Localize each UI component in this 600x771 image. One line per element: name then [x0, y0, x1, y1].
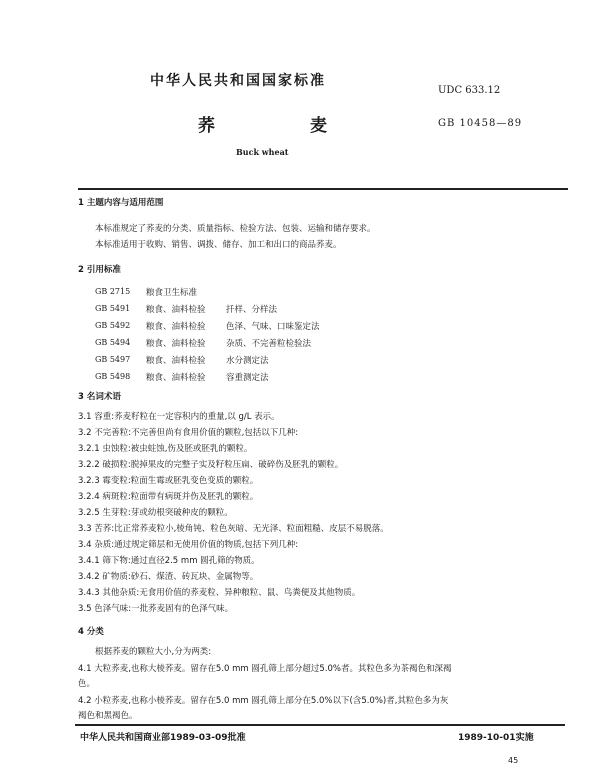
class-item-2-cont: 褐色和黑褐色。	[78, 711, 138, 721]
term-item: 3.4.3 其他杂质:无食用价值的荞麦粒、异种粮粒、鼠、鸟粪便及其他物质。	[78, 588, 361, 598]
standard-name-en: Buck wheat	[236, 147, 289, 157]
term-item: 3.3 苦荞:比正常荞麦粒小,棱角钝、粒色灰暗、无光泽、粒面粗糙、皮层不易脱落。	[78, 524, 389, 534]
ref-method: 杂质、不完善粒检验法	[226, 339, 312, 349]
ref-code: GB 2715	[95, 287, 131, 296]
term-item: 3.4.2 矿物质:砂石、煤渣、砖瓦块、金属物等。	[78, 572, 259, 582]
bottom-divider	[75, 724, 565, 726]
page-number: 45	[508, 756, 519, 765]
term-item: 3.2.3 霉变粒:粒面生霉或胚乳变色变质的颗粒。	[78, 476, 259, 486]
ref-code: GB 5492	[95, 321, 131, 330]
ref-title: 粮食、油料检验	[146, 339, 206, 349]
gb-code: GB 10458—89	[438, 118, 523, 129]
class-item-1-cont: 色。	[78, 679, 96, 689]
section-3-heading: 3 名词术语	[78, 392, 121, 402]
ref-title: 粮食、油料检验	[146, 322, 206, 332]
ref-title: 粮食、油料检验	[146, 373, 206, 383]
ref-method: 扦样、分样法	[226, 305, 278, 315]
standard-title: 中华人民共和国国家标准	[150, 73, 326, 89]
term-item: 3.2.5 生芽粒:芽或幼根突破种皮的颗粒。	[78, 508, 233, 518]
section-1-heading: 1 主题内容与适用范围	[78, 198, 164, 208]
term-item: 3.1 容重:荞麦籽粒在一定容积内的重量,以 g/L 表示。	[78, 412, 280, 422]
ref-method: 容重测定法	[226, 373, 269, 383]
ref-code: GB 5498	[95, 372, 131, 381]
ref-title: 粮食、油料检验	[146, 356, 206, 366]
ref-method: 色泽、气味、口味鉴定法	[226, 322, 320, 332]
term-item: 3.2 不完善粒:不完善但尚有食用价值的颗粒,包括以下几种:	[78, 428, 299, 438]
term-item: 3.4 杂质:通过规定筛层和无使用价值的物质,包括下列几种:	[78, 540, 299, 550]
term-item: 3.4.1 筛下物:通过直径2.5 mm 圆孔筛的物质。	[78, 556, 260, 566]
standard-name-cn: 荞麦	[198, 116, 422, 136]
ref-code: GB 5494	[95, 338, 131, 347]
class-item-2: 4.2 小粒荞麦,也称小棱荞麦。留存在5.0 mm 圆孔筛上部分在5.0%以下(含5.0%)者,其粒色多为灰	[78, 696, 449, 706]
class-item-1: 4.1 大粒荞麦,也称大棱荞麦。留存在5.0 mm 圆孔筛上部分超过5.0%者。其粒色多为茶褐色和深褐	[78, 664, 452, 674]
ref-title: 粮食、油料检验	[146, 305, 206, 315]
term-item: 3.2.2 破损粒:脱掉果皮的完整子实及籽粒压扁、破碎伤及胚乳的颗粒。	[78, 460, 344, 470]
ref-code: GB 5491	[95, 304, 131, 313]
section-1-paragraph-1: 本标准规定了荞麦的分类、质量指标、检验方法、包装、运输和储存要求。	[95, 224, 376, 234]
ref-method: 水分测定法	[226, 356, 269, 366]
section-2-heading: 2 引用标准	[78, 265, 121, 275]
ref-title: 粮食卫生标准	[146, 288, 198, 298]
term-item: 3.2.1 虫蚀粒:被虫蛀蚀,伤及胚或胚乳的颗粒。	[78, 444, 253, 454]
section-1-paragraph-2: 本标准适用于收购、销售、调拨、储存、加工和出口的商品荞麦。	[95, 240, 342, 250]
approval-line: 中华人民共和国商业部1989-03-09批准	[80, 733, 246, 743]
udc-code: UDC 633.12	[438, 85, 501, 96]
term-item: 3.2.4 病斑粒:粒面带有病斑并伤及胚乳的颗粒。	[78, 492, 259, 502]
term-item: 3.5 色泽气味:一批荞麦固有的色泽气味。	[78, 604, 234, 614]
ref-code: GB 5497	[95, 355, 131, 364]
effective-date: 1989-10-01实施	[458, 733, 534, 743]
top-divider	[78, 188, 568, 190]
section-4-heading: 4 分类	[78, 627, 104, 637]
section-4-intro: 根据荞麦的颗粒大小,分为两类:	[95, 647, 212, 657]
